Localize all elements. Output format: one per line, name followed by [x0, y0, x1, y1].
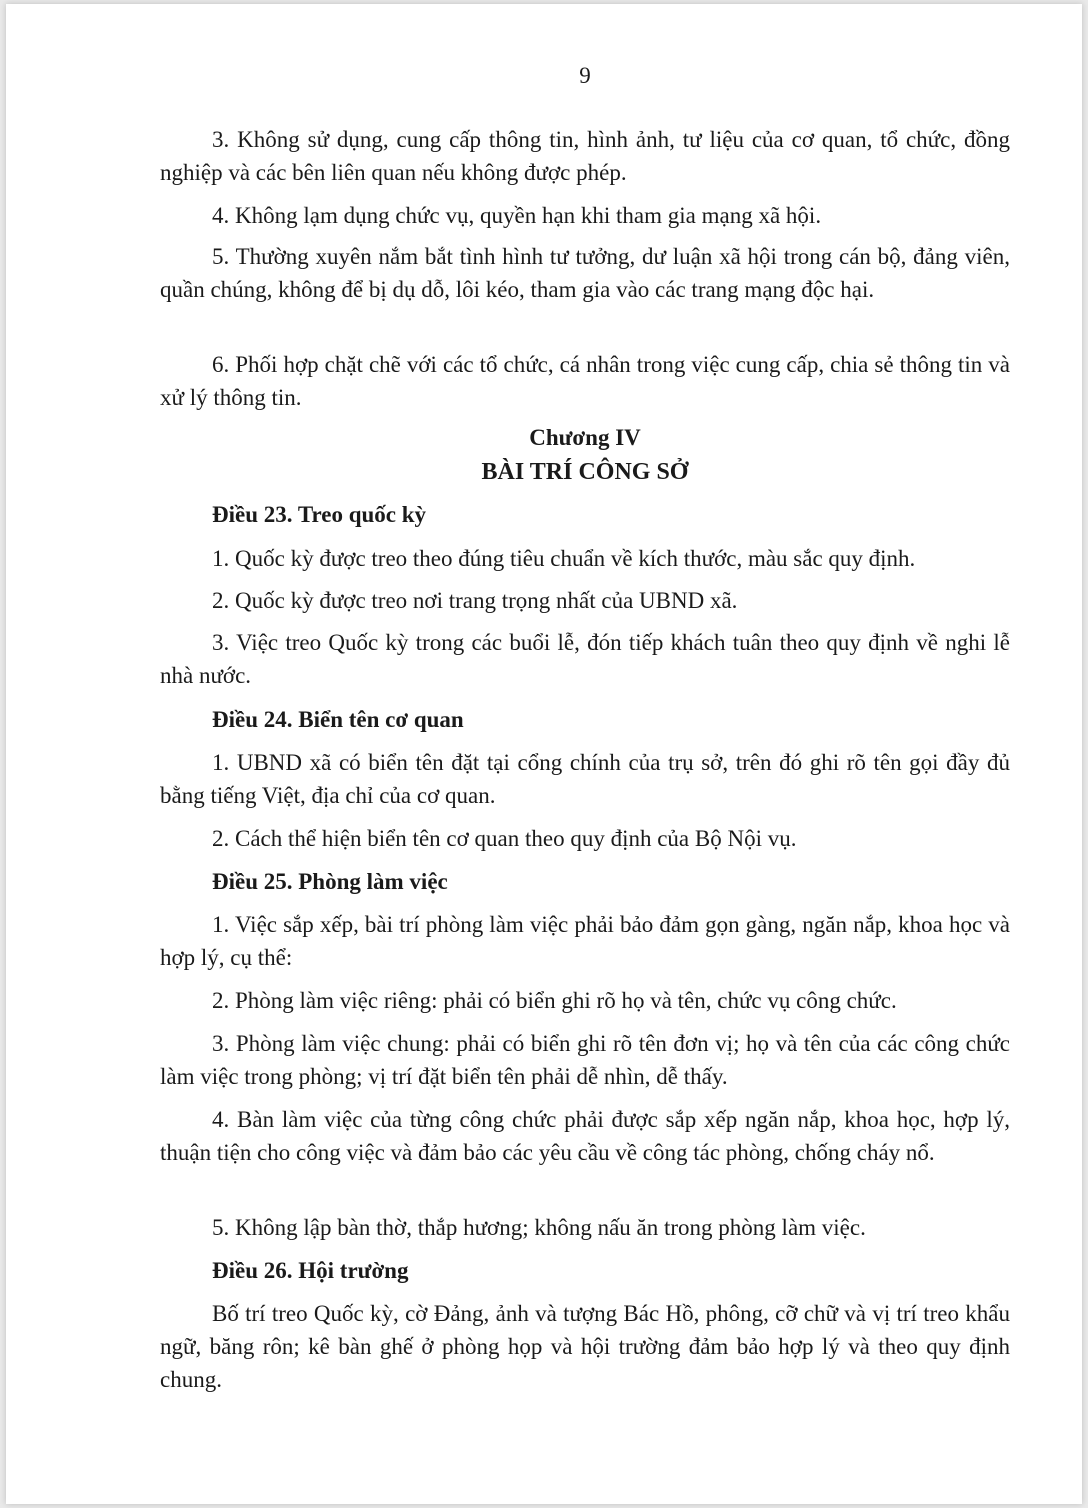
article-heading-26: Điều 26. Hội trường: [212, 1258, 409, 1283]
article-23-paragraph-3: 3. Việc treo Quốc kỳ trong các buổi lễ, đón tiếp khách tuân theo quy định về nghi lễ nhà nước.: [160, 630, 1010, 688]
article-26-paragraph-1: Bố trí treo Quốc kỳ, cờ Đảng, ảnh và tượng Bác Hồ, phông, cỡ chữ và vị trí treo khẩu ngữ, băng rôn; kê bàn ghế ở phòng họp và hội trường đảm bảo hợp lý và theo quy định chung.: [160, 1301, 1010, 1392]
page-number: 9: [579, 63, 591, 88]
chapter-label: Chương IV: [529, 425, 641, 450]
article-24-paragraph-1: 1. UBND xã có biển tên đặt tại cổng chính của trụ sở, trên đó ghi rõ tên gọi đầy đủ bằng tiếng Việt, địa chỉ của cơ quan.: [160, 750, 1010, 808]
article-25-paragraph-1: 1. Việc sắp xếp, bài trí phòng làm việc phải bảo đảm gọn gàng, ngăn nắp, khoa học và hợp lý, cụ thể:: [160, 912, 1010, 970]
paragraph-item-3: 3. Không sử dụng, cung cấp thông tin, hình ảnh, tư liệu của cơ quan, tổ chức, đồng nghiệp và các bên liên quan nếu không được phép.: [160, 127, 1010, 185]
document-page: [6, 4, 1082, 1504]
paragraph-item-6: 6. Phối hợp chặt chẽ với các tổ chức, cá nhân trong việc cung cấp, chia sẻ thông tin và xử lý thông tin.: [160, 352, 1010, 410]
article-23-paragraph-1: 1. Quốc kỳ được treo theo đúng tiêu chuẩn về kích thước, màu sắc quy định.: [212, 546, 916, 571]
article-24-paragraph-2: 2. Cách thể hiện biển tên cơ quan theo quy định của Bộ Nội vụ.: [212, 826, 797, 851]
article-25-paragraph-5: 5. Không lập bàn thờ, thắp hương; không nấu ăn trong phòng làm việc.: [212, 1215, 866, 1240]
article-25-paragraph-4: 4. Bàn làm việc của từng công chức phải được sắp xếp ngăn nắp, khoa học, hợp lý, thuận tiện cho công việc và đảm bảo các yêu cầu về công tác phòng, chống cháy nổ.: [160, 1107, 1010, 1165]
paragraph-item-5: 5. Thường xuyên nắm bắt tình hình tư tưởng, dư luận xã hội trong cán bộ, đảng viên, quần chúng, không để bị dụ dỗ, lôi kéo, tham gia vào các trang mạng độc hại.: [160, 244, 1010, 302]
article-25-paragraph-3: 3. Phòng làm việc chung: phải có biển ghi rõ tên đơn vị; họ và tên của các công chức làm việc trong phòng; vị trí đặt biển tên phải dễ nhìn, dễ thấy.: [160, 1031, 1010, 1089]
paragraph-item-4: 4. Không lạm dụng chức vụ, quyền hạn khi tham gia mạng xã hội.: [212, 203, 822, 228]
article-25-paragraph-2: 2. Phòng làm việc riêng: phải có biển ghi rõ họ và tên, chức vụ công chức.: [212, 988, 897, 1013]
article-23-paragraph-2: 2. Quốc kỳ được treo nơi trang trọng nhất của UBND xã.: [212, 588, 738, 613]
chapter-title: BÀI TRÍ CÔNG SỞ: [481, 459, 689, 485]
article-heading-25: Điều 25. Phòng làm việc: [212, 869, 448, 894]
article-heading-24: Điều 24. Biển tên cơ quan: [212, 707, 464, 732]
article-heading-23: Điều 23. Treo quốc kỳ: [212, 502, 427, 527]
